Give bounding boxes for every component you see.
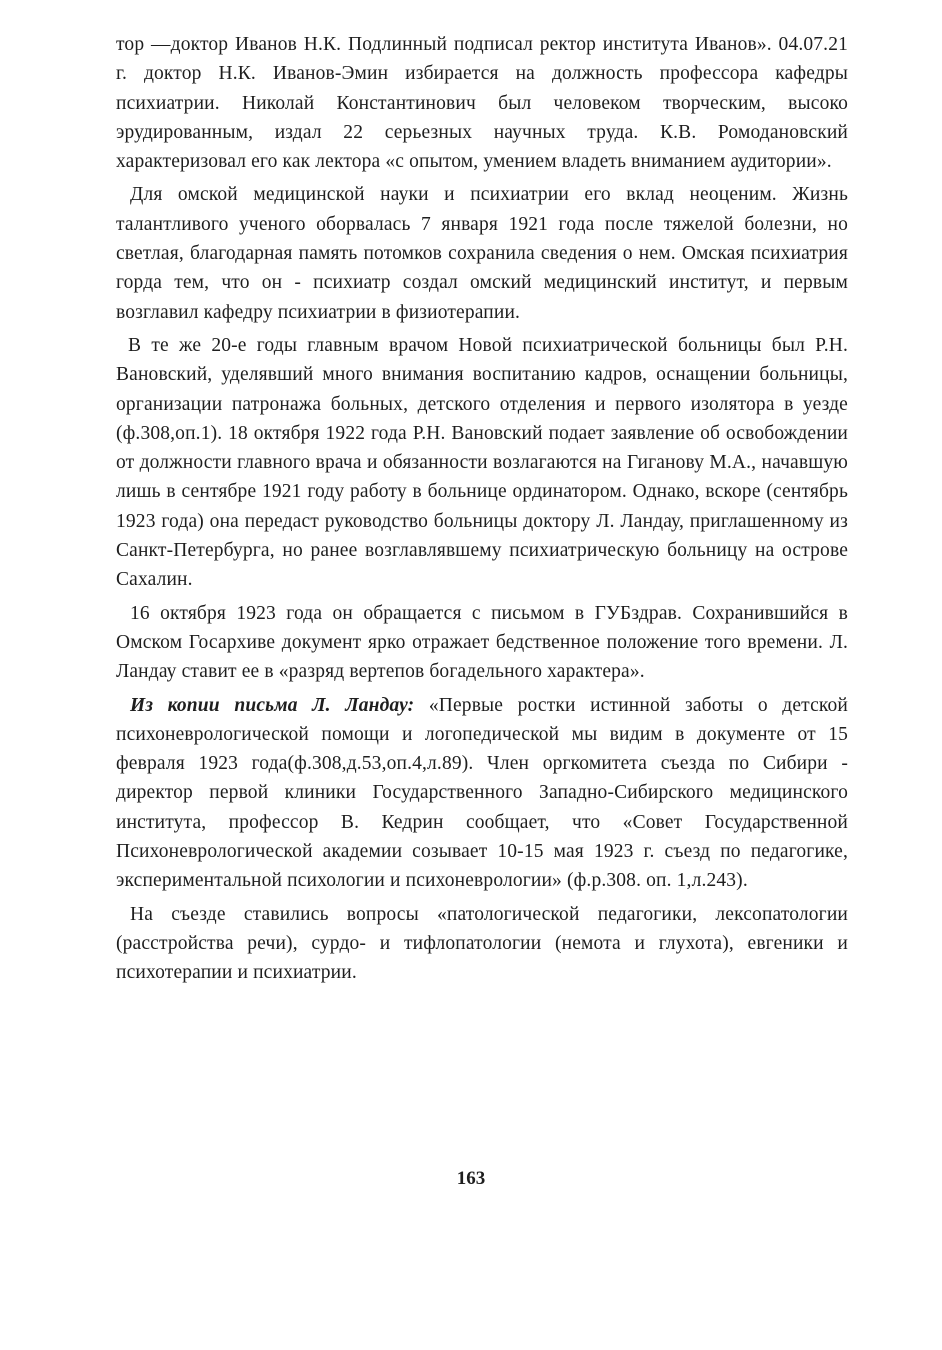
paragraph-5-text: «Первые ростки истинной заботы о детской психоневрологической помощи и логопедической мы видим в документе от 15 февраля 1923 года(ф.308,д.53,оп.4,л.89). Член оргкомитета съезда по Сибири - директор первой клиники Государственного Западно-Сибирского медицинского института, профессор В. Кедрин сообщает, что «Совет Государственной Психоневрологической академии созывает 10-15 мая 1923 г. съезд по педагогике, экспериментальной психологии и психоневрологии» (ф.р.308. оп. 1,л.243). bbox=[116, 694, 848, 892]
page-body bbox=[116, 30, 848, 992]
page-number: 163 bbox=[456, 1168, 486, 1189]
paragraph-1: тор —доктор Иванов Н.К. Подлинный подписал ректор института Иванов». 04.07.21 г. доктор Н.К. Иванов-Эмин избирается на должность профессора кафедры психиатрии. Николай Константинович был человеком творческим, высоко эрудированным, издал 22 серьезных научных труда. К.В. Ромодановский характеризовал его как лектора «с опытом, умением владеть вниманием аудитории». bbox=[116, 34, 848, 173]
paragraph-6: На съезде ставились вопросы «патологической педагогики, лексопатологии (расстройства речи), сурдо- и тифлопатологии (немота и глухота), евгеники и психотерапии и психиатрии. bbox=[116, 903, 848, 984]
paragraph-2: Для омской медицинской науки и психиатрии его вклад неоценим. Жизнь талантливого ученого оборвалась 7 января 1921 года после тяжелой болезни, но светлая, благодарная память потомков сохранила сведения о нем. Омская психиатрия горда тем, что он - психиатр создал омский медицинский институт, и первым возглавил кафедру психиатрии в физиотерапии. bbox=[116, 184, 848, 323]
letter-citation-lead: Из копии письма Л. Ландау: bbox=[130, 694, 415, 716]
paragraph-3: В те же 20-е годы главным врачом Новой психиатрической больницы был Р.Н. Вановский, уделявший много внимания воспитанию кадров, оснащении больницы, организации патронажа больных, детского отделения и первого изолятора в уезде (ф.308,оп.1). 18 октября 1922 года Р.Н. Вановский подает заявление об освобождении от должности главного врача и обязанности возлагаются на Гиганову М.А., начавшую лишь в сентябре 1921 году работу в больнице ординатором. Однако, вскоре (сентябрь 1923 года) она передаст руководство больницы доктору Л. Ландау, приглашенному из Санкт-Петербурга, но ранее возглавлявшему психиатрическую больницу на острове Сахалин. bbox=[116, 334, 848, 591]
paragraph-5 bbox=[116, 691, 848, 896]
paragraph-4: 16 октября 1923 года он обращается с письмом в ГУБздрав. Сохранившийся в Омском Госархиве документ ярко отражает бедственное положение того времени. Л. Ландау ставит ее в «разряд вертепов богадельного характера». bbox=[116, 602, 848, 683]
